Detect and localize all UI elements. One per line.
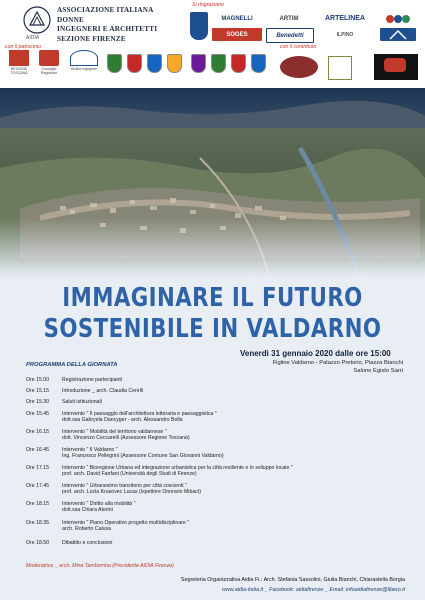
- municipal-crest-icon: [231, 54, 246, 73]
- program-description: [62, 465, 406, 477]
- program-time: Ore 15.15: [26, 388, 50, 394]
- program-line: Registrazione partecipanti: [62, 377, 122, 383]
- municipal-crest-icon: [107, 54, 122, 73]
- org-name-line: ASSOCIAZIONE ITALIANA DONNE: [57, 6, 154, 24]
- program-line: Intervento " Mobilità del territorio valdarnese ": [62, 429, 167, 435]
- program-time: Ore 18.50: [26, 540, 50, 546]
- program-line: dott.ssa Chiara Aterini: [62, 507, 113, 514]
- sponsor-logo: SOGES: [212, 28, 262, 41]
- sponsor-logo-icon: [380, 28, 416, 41]
- collaborator-logo-icon: [280, 56, 318, 78]
- patron-consiglio: [35, 50, 63, 75]
- sponsor-logo: ARTIM: [279, 15, 299, 22]
- program-line: prof. arch. David Fanfani (Università degli Studi di Firenze): [62, 471, 197, 478]
- header: [0, 0, 425, 88]
- event-venue: Figline Valdarno - Palazzo Pretorio, Piazza Bianchi: [272, 360, 403, 366]
- pegasus-flag-icon: [9, 50, 29, 66]
- program-description: [62, 520, 406, 532]
- program-description: [62, 483, 406, 495]
- sponsor-logo: MAGNELLI: [221, 15, 253, 22]
- municipal-crest-icon: [191, 54, 206, 73]
- program-line: arch. Roberto Calusa: [62, 526, 112, 533]
- program-description: [62, 399, 406, 405]
- program-line: Dibattito e conclusioni: [62, 540, 113, 546]
- program-time: Ore 15.00: [26, 377, 50, 383]
- program-line: Ing. Francesco Pellegrini (Assessore Comune San Giovanni Valdarno): [62, 453, 224, 460]
- sponsor-logos: [190, 12, 420, 46]
- program-time: Ore 16.45: [26, 447, 50, 453]
- sponsor-logo-icon: [380, 12, 416, 25]
- event-date: Venerdì 31 gennaio 2020 dalle ore 15:00: [240, 349, 391, 358]
- municipal-crest-icon: [167, 54, 182, 73]
- sponsors-label: Si ringraziano: [192, 2, 224, 8]
- program-description: [62, 388, 406, 394]
- org-name-line: SEZIONE FIRENZE: [57, 34, 126, 43]
- organization-name: [57, 6, 182, 44]
- organizing-secretariat: Segreteria Organizzativa Aidia Fi.: Arch. Stefania Sassolini, Giulia Bianchi, Chiarastella Borgia: [180, 577, 405, 583]
- program-description: [62, 447, 406, 459]
- program-line: Intervento " Il Valdarno ": [62, 447, 118, 453]
- event-title-line-1: IMMAGINARE IL FUTURO: [62, 283, 363, 313]
- moderator-note: Moderatrice _ arch. Mina Tamborrino (Presidente AIDIA Firenze): [26, 563, 174, 569]
- patron-label: Ordine Ingegneri: [70, 67, 98, 71]
- program-description: [62, 377, 406, 383]
- sponsor-logo: Benedetti: [266, 28, 314, 43]
- logo-caption: AIDIA: [26, 35, 40, 41]
- program-description: [62, 501, 406, 513]
- contact-info: www.aidia-italia.it _ Facebook: aidiafirenze _ Email: infoaidiafirenze@libero.it: [221, 587, 405, 593]
- aerial-photo-valdarno: [0, 88, 425, 278]
- event-venue-room: Salone Egisto Sarri: [353, 368, 403, 374]
- patron-ordine: [67, 50, 101, 71]
- patron-label: REGIONE TOSCANA: [10, 67, 28, 75]
- sponsor-shield-icon: [190, 12, 208, 40]
- sponsor-logo: [316, 28, 374, 41]
- program-heading: PROGRAMMA DELLA GIORNATA: [26, 362, 118, 368]
- program-time: Ore 15.45: [26, 411, 50, 417]
- event-title-line-2: SOSTENIBILE IN VALDARNO: [43, 314, 382, 344]
- patronage-label: con il patrocinio: [5, 44, 42, 50]
- program-line: Intervento " Bioregione Urbana ed integrazione urbanistica per la città resiliente e lo sviluppo locale ": [62, 465, 293, 471]
- municipal-crest-icon: [251, 54, 266, 73]
- program-line: dott.ssa Gabryela Dancyger - arch. Alessandro Bolla: [62, 417, 183, 424]
- municipal-crest-icon: [211, 54, 226, 73]
- program-line: dott. Vincenzo Ceccarelli (Assessore Regione Toscana): [62, 435, 190, 442]
- program-line: Saluti istituzionali: [62, 399, 102, 405]
- org-name-line: INGEGNERI E ARCHITETTI: [57, 25, 158, 34]
- program-description: [62, 429, 406, 441]
- program-time: Ore 17.45: [26, 483, 50, 489]
- collaboration-label: con il contributo: [280, 44, 317, 50]
- collaboration-logos: [280, 50, 422, 84]
- patronage-logos: [5, 50, 275, 84]
- municipal-crest-icon: [127, 54, 142, 73]
- program-time: Ore 18.15: [26, 501, 50, 507]
- program-line: Intervento " Diritto alla mobilità ": [62, 501, 136, 507]
- program-time: Ore 17.15: [26, 465, 50, 471]
- collaborator-logo-icon: [328, 56, 352, 80]
- order-logo-icon: [70, 50, 98, 66]
- sponsor-logo: ARTELINEA: [324, 15, 366, 22]
- program-time: Ore 18.35: [26, 520, 50, 526]
- patron-regione-toscana: [5, 50, 33, 75]
- program-time: Ore 16.15: [26, 429, 50, 435]
- collaborator-logo-icon: [374, 54, 418, 80]
- program-time: Ore 15.30: [26, 399, 50, 405]
- program-line: Introduzione _ arch. Claudia Cerelli: [62, 388, 144, 394]
- program-line: Intervento " Piano Operativo progetto multidisciplinare ": [62, 520, 190, 526]
- patron-label: Consiglio Regionale: [40, 67, 58, 75]
- program-line: prof. arch. Lucia Krasovec Lucas (Ispettore Onorario Mibact): [62, 489, 201, 496]
- program-description: [62, 540, 406, 546]
- program-line: Intervento " Il paesaggio dell'architettura letteraria e paesaggistica ": [62, 411, 217, 417]
- council-logo-icon: [39, 50, 59, 66]
- aidia-logo-icon: [22, 5, 52, 35]
- sponsor-logo-text: ILPINO: [336, 31, 354, 38]
- program-line: Intervento " Urbanesimo transitorio per città coscienti ": [62, 483, 187, 489]
- municipal-crest-icon: [147, 54, 162, 73]
- program-description: [62, 411, 406, 423]
